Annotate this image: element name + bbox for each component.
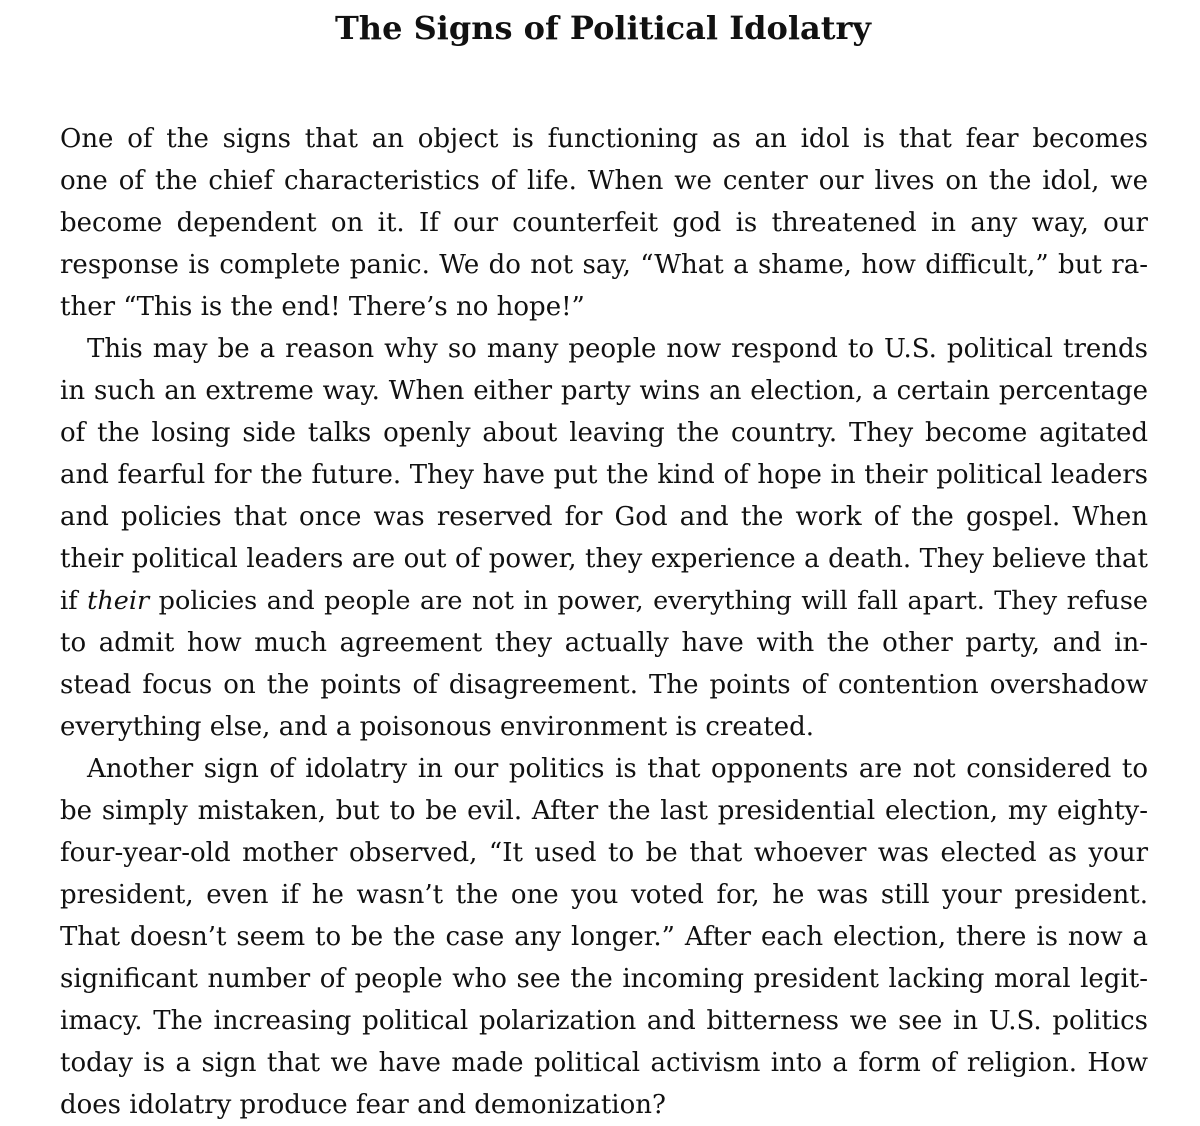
text-line: become dependent on it. If our counterfeit god is threatened in any way, our [60,208,1148,238]
text-line: significant number of people who see the incoming president lacking moral legit- [60,964,1148,994]
paragraph-1 [60,118,1148,328]
text-line: in such an extreme way. When either party wins an election, a certain percentage [60,376,1148,406]
text-line: today is a sign that we have made political activism into a form of religion. How [60,1048,1148,1078]
text-line: stead focus on the points of disagreement. The points of contention overshadow [60,670,1148,700]
text-line: and policies that once was reserved for God and the work of the gospel. When [60,502,1148,532]
text-line: does idolatry produce fear and demonization? [60,1090,666,1120]
paragraph-3 [60,748,1148,1126]
paragraph-2 [60,328,1148,748]
chapter-heading: The Signs of Political Idolatry [334,9,871,47]
text-line: four-year-old mother observed, “It used to be that whoever was elected as your [60,838,1148,868]
text-line: of the losing side talks openly about leaving the country. They become agitated [60,418,1148,448]
body-text [60,118,1148,1126]
text-segment: if [60,586,88,616]
text-line: Another sign of idolatry in our politics is that opponents are not considered to [87,754,1148,784]
text-line: be simply mistaken, but to be evil. After the last presidential election, my eighty- [60,796,1148,826]
text-line: That doesn’t seem to be the case any longer.” After each election, there is now a [60,922,1148,952]
text-line: This may be a reason why so many people now respond to U.S. political trends [87,334,1148,364]
text-line: to admit how much agreement they actually have with the other party, and in- [60,628,1148,658]
text-line: president, even if he wasn’t the one you voted for, he was still your president. [60,880,1148,910]
text-line: their political leaders are out of power, they experience a death. They believe that [60,544,1148,574]
text-line: ther “This is the end! There’s no hope!” [60,292,585,322]
text-line: one of the chief characteristics of life. When we center our lives on the idol, we [60,166,1148,196]
text-line: imacy. The increasing political polarization and bitterness we see in U.S. politics [60,1006,1148,1036]
text-line: and fearful for the future. They have put the kind of hope in their political leaders [60,460,1148,490]
italic-emphasis: their [87,586,150,616]
text-segment: policies and people are not in power, everything will fall apart. They refuse [149,586,1149,616]
text-line: response is complete panic. We do not say, “What a shame, how difficult,” but ra- [60,250,1148,280]
text-line-with-emphasis [60,580,1148,622]
text-line: One of the signs that an object is functioning as an idol is that fear becomes [60,124,1148,154]
text-line: everything else, and a poisonous environment is created. [60,712,814,742]
